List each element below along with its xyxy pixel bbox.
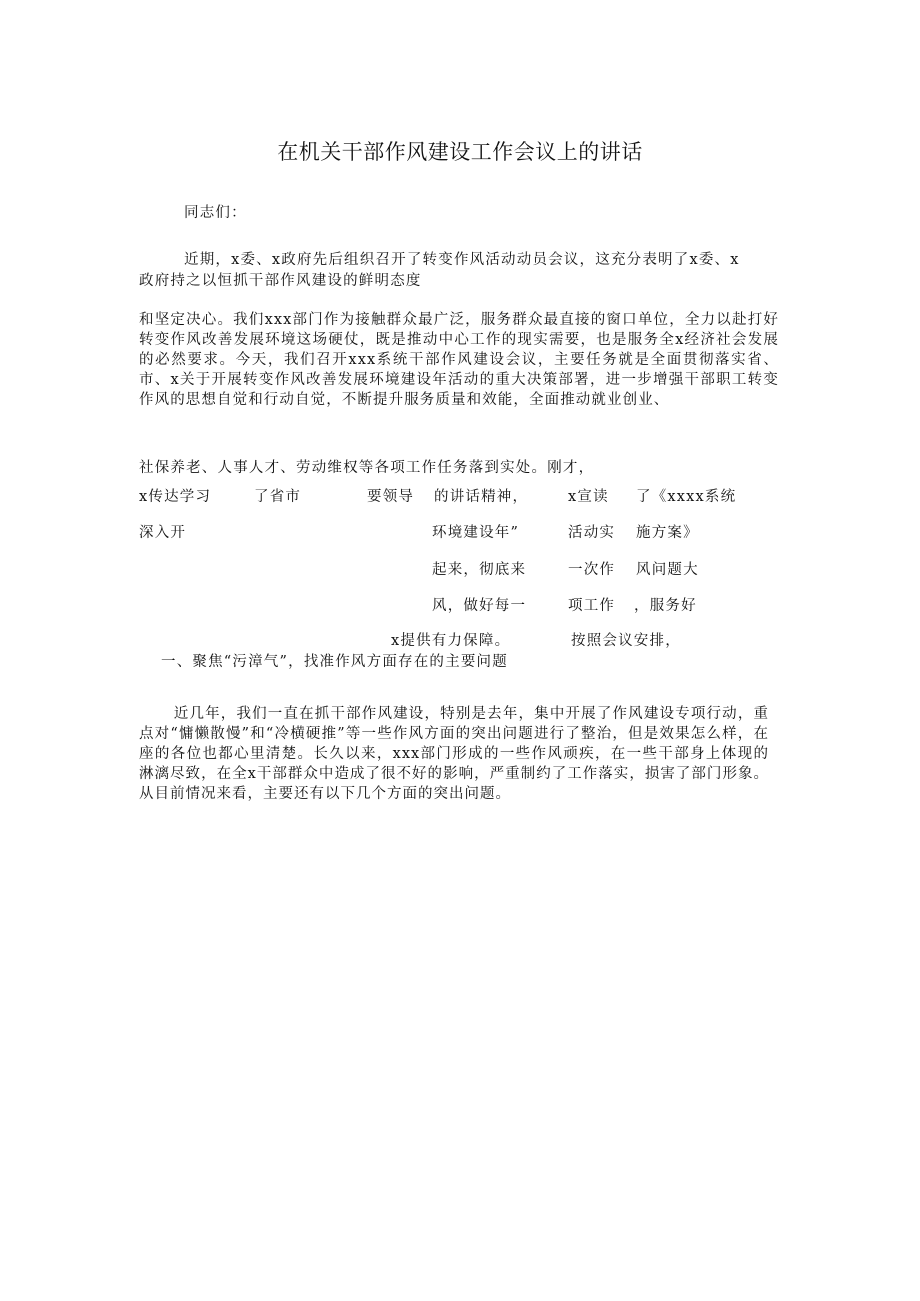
document-title: 在机关干部作风建设工作会议上的讲话 xyxy=(277,140,643,164)
fragment-text: x宣读 xyxy=(568,489,609,505)
fragment-text: 起来，彻底来 xyxy=(432,562,527,578)
salutation: 同志们： xyxy=(184,205,247,221)
fragment-text: 要领导 xyxy=(367,489,415,505)
fragment-text: 施方案》 xyxy=(636,525,699,541)
fragment-text: 了《xxxx系统 xyxy=(636,489,737,505)
fragment-text: 环境建设年” xyxy=(432,525,520,541)
paragraph-1-line-1: 近期，x委、x政府先后组织召开了转变作风活动动员会议，这充分表明了x委、x xyxy=(184,252,740,268)
fragment-text: 活动实 xyxy=(568,525,616,541)
fragment-text: 的讲话精神， xyxy=(434,489,529,505)
fragment-text: 项工作 xyxy=(568,598,616,614)
paragraph-4: 近几年，我们一直在抓干部作风建设，特别是去年，集中开展了作风建设专项行动，重点对“慵懒散慢”和“冷横硬推”等一些作风方面的突出问题进行了整治，但是效果怎么样，在座的各位也都心里清楚。长久以来，xxx部门形成的一些作风顽疾，在一些干部身上体现的淋漓尽致，在全x干部群众中造成了很不好的影响，严重制约了工作落实，损害了部门形象。从目前情况来看，主要还有以下几个方面的突出问题。 xyxy=(139,706,769,802)
paragraph-3: 社保养老、人事人才、劳动维权等各项工作任务落到实处。刚才， xyxy=(139,460,595,476)
fragment-text: x提供有力保障。 xyxy=(391,633,511,649)
section-heading: 一、聚焦“污漳气”，找准作风方面存在的主要问题 xyxy=(161,654,508,670)
fragment-text: 按照会议安排， xyxy=(571,633,681,649)
fragment-text: ，服务好 xyxy=(634,598,697,614)
fragment-text: 风，做好每一 xyxy=(432,598,527,614)
fragment-text: x传达学习 xyxy=(139,489,212,505)
fragment-text: 风问题大 xyxy=(636,562,699,578)
paragraph-2: 和坚定决心。我们xxx部门作为接触群众最广泛，服务群众最直接的窗口单位，全力以赴打好转变作风改善发展环境这场硬仗，既是推动中心工作的现实需要，也是服务全x经济社会发展的必然要求。今天，我们召开xxx系统干部作风建设会议，主要任务就是全面贯彻落实省、市、x关于开展转变作风改善发展环境建设年活动的重大决策部署，进一步增强干部职工转变作风的思想自觉和行动自觉，不断提升服务质量和效能，全面推动就业创业、 xyxy=(139,312,779,408)
fragment-text: 一次作 xyxy=(568,562,616,578)
fragment-text: 深入开 xyxy=(139,525,187,541)
fragment-text: 了省市 xyxy=(254,489,302,505)
paragraph-1-line-2: 政府持之以恒抓干部作风建设的鲜明态度 xyxy=(139,273,422,289)
